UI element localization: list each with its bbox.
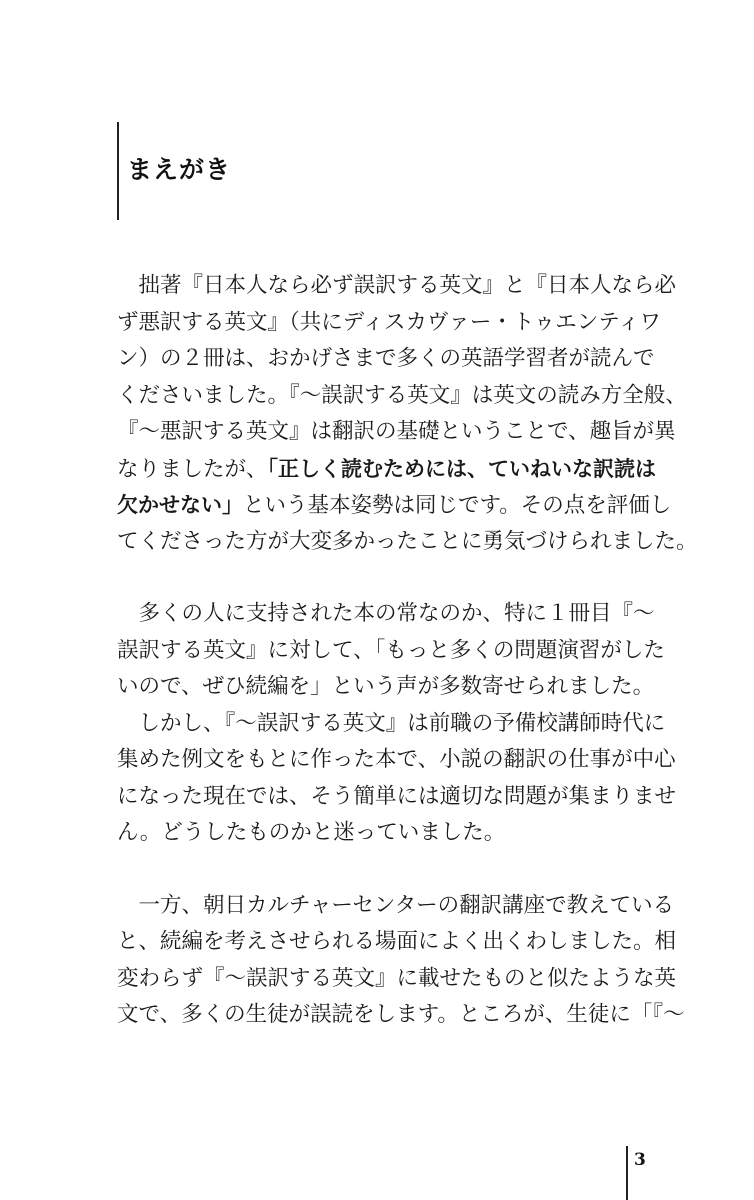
text-line: くださいました。『〜誤訳する英文』は英文の読み方全般、 xyxy=(117,382,687,408)
text-line: てくださった方が大変多かったことに勇気づけられました。 xyxy=(117,528,698,554)
text-line: 変わらず『〜誤訳する英文』に載せたものと似たような英 xyxy=(117,965,677,991)
text-line: になった現在では、そう簡単には適切な問題が集まりませ xyxy=(117,783,677,809)
page-number: 3 xyxy=(634,1150,646,1170)
text-line xyxy=(117,451,667,488)
paragraph-gap xyxy=(117,560,667,596)
text-line: 集めた例文をもとに作った本で、小説の翻訳の仕事が中心 xyxy=(117,747,676,772)
emphasized-text: 「正しく読むためには、ていねいな訳読は xyxy=(267,456,657,481)
text-line: 誤訳する英文』に対して、「もっと多くの問題演習がした xyxy=(117,637,665,663)
text-line: 多くの人に支持された本の常なのか、特に１冊目『〜 xyxy=(117,601,655,626)
text-line xyxy=(117,487,672,524)
text-segment: なりましたが、 xyxy=(117,456,268,482)
body-text xyxy=(117,268,698,1034)
text-line: と、続編を考えさせられる場面によく出くわしました。相 xyxy=(117,929,677,954)
emphasized-text: 欠かせない」 xyxy=(117,493,243,517)
page-number-rule xyxy=(626,1146,628,1200)
text-line: ん。どうしたものかと迷っていました。 xyxy=(117,820,506,845)
text-line: 『〜悪訳する英文』は翻訳の基礎ということで、趣旨が異 xyxy=(117,419,676,444)
text-line: ず悪訳する英文』（共にディスカヴァー・トゥエンティワ xyxy=(117,309,662,335)
paragraph-gap xyxy=(117,852,667,888)
text-line: いので、ぜひ続編を」という声が多数寄せられました。 xyxy=(117,674,655,699)
text-line: しかし、『〜誤訳する英文』は前職の予備校講師時代に xyxy=(117,710,666,736)
heading-rule xyxy=(117,122,119,220)
text-segment: という基本姿勢は同じです。その点を評価し xyxy=(243,493,672,518)
chapter-heading: まえがき xyxy=(127,155,232,184)
text-line: ン）の２冊は、おかげさまで多くの英語学習者が読んで xyxy=(117,346,655,371)
text-line: 一方、朝日カルチャーセンターの翻訳講座で教えている xyxy=(117,892,675,918)
text-line: 拙著『日本人なら必ず誤訳する英文』と『日本人なら必 xyxy=(117,273,677,298)
text-line: 文で、多くの生徒が誤読をします。ところが、生徒に「『〜 xyxy=(117,1002,685,1027)
